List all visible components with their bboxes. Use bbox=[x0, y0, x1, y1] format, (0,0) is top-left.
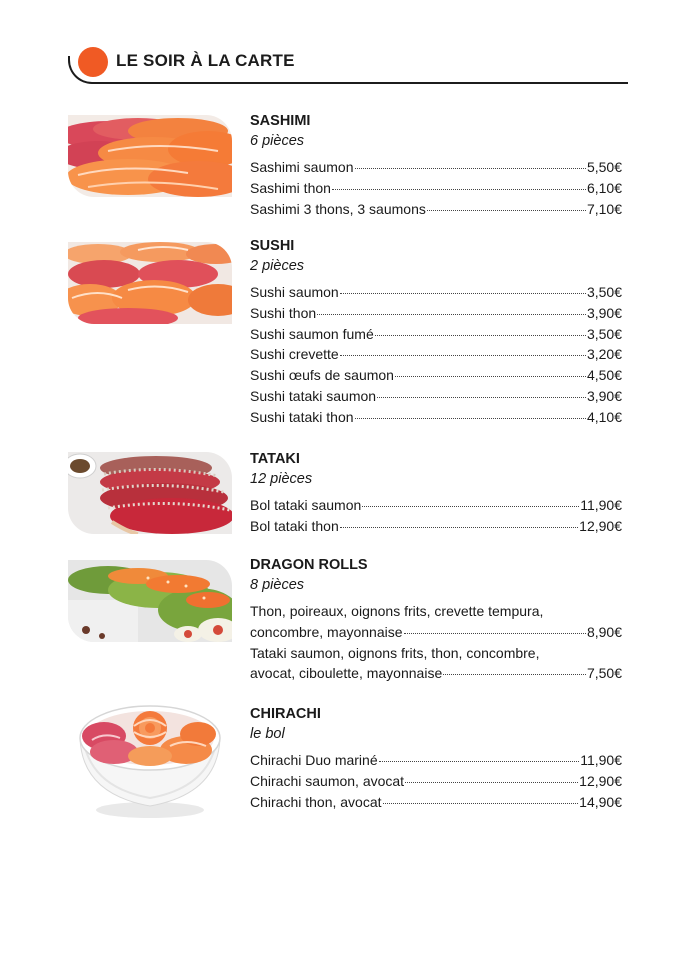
item-name: concombre, mayonnaise bbox=[250, 623, 403, 640]
item-name: Sushi saumon fumé bbox=[250, 325, 374, 342]
item-price: 7,50€ bbox=[586, 665, 622, 682]
dot-leader bbox=[340, 292, 586, 294]
item-name: Sashimi saumon bbox=[250, 159, 354, 175]
section-title: SUSHI bbox=[250, 238, 295, 254]
item-price: 14,90€ bbox=[579, 793, 622, 810]
section-subtitle: le bol bbox=[250, 726, 285, 742]
item-name: Chirachi Duo mariné bbox=[250, 752, 378, 768]
tuna-tataki-photo bbox=[68, 452, 232, 534]
nigiri-sushi-photo bbox=[68, 242, 232, 324]
menu-item bbox=[250, 365, 622, 386]
dot-leader bbox=[443, 673, 586, 675]
page-title: LE SOIR À LA CARTE bbox=[116, 51, 295, 70]
item-name: Sushi saumon bbox=[250, 284, 339, 300]
menu-item bbox=[250, 178, 622, 199]
section-content bbox=[250, 237, 622, 428]
menu-item bbox=[250, 157, 622, 178]
item-price: 11,90€ bbox=[580, 497, 622, 513]
item-name: Chirachi saumon, avocat bbox=[250, 772, 405, 789]
item-name: Sushi thon bbox=[250, 304, 317, 321]
item-name: Sushi crevette bbox=[250, 346, 339, 363]
dot-leader bbox=[405, 781, 578, 783]
item-price: 11,90€ bbox=[580, 752, 622, 768]
section-content bbox=[250, 112, 622, 219]
dot-leader bbox=[383, 802, 579, 804]
item-price: 3,90€ bbox=[586, 304, 622, 321]
item-price: 8,90€ bbox=[586, 623, 622, 640]
item-name: Sushi œufs de saumon bbox=[250, 367, 394, 384]
item-price: 4,10€ bbox=[586, 408, 622, 425]
section-content bbox=[250, 450, 622, 537]
item-price: 3,50€ bbox=[586, 325, 622, 342]
item-description: Tataki saumon, oignons frits, thon, concombre, bbox=[250, 644, 540, 661]
item-name: Bol tataki thon bbox=[250, 517, 339, 534]
section-title: SASHIMI bbox=[250, 113, 311, 129]
section-subtitle: 6 pièces bbox=[250, 133, 305, 149]
menu-item bbox=[250, 663, 622, 684]
section-content bbox=[250, 556, 622, 684]
dot-leader bbox=[395, 375, 586, 377]
menu-item bbox=[250, 495, 622, 516]
item-name: Sushi tataki thon bbox=[250, 408, 354, 425]
dot-leader bbox=[404, 632, 586, 634]
dot-leader bbox=[355, 417, 586, 419]
dot-leader bbox=[427, 209, 586, 211]
item-price: 3,20€ bbox=[586, 346, 622, 363]
item-name: Bol tataki saumon bbox=[250, 497, 362, 513]
item-description: Thon, poireaux, oignons frits, crevette tempura, bbox=[250, 603, 544, 619]
dot-leader bbox=[340, 354, 586, 356]
item-name: Chirachi thon, avocat bbox=[250, 793, 382, 810]
menu-header bbox=[68, 44, 628, 88]
menu-item bbox=[250, 516, 622, 537]
item-price: 6,10€ bbox=[586, 179, 622, 196]
section-title: DRAGON ROLLS bbox=[250, 557, 368, 573]
item-name: Sashimi thon bbox=[250, 179, 331, 196]
menu-item bbox=[250, 344, 622, 365]
item-price: 3,90€ bbox=[586, 387, 622, 404]
section-title: TATAKI bbox=[250, 451, 300, 467]
item-price: 3,50€ bbox=[586, 284, 622, 300]
menu-item bbox=[250, 199, 622, 220]
orange-dot-icon bbox=[78, 47, 108, 77]
item-price: 12,90€ bbox=[579, 772, 622, 789]
menu-item bbox=[250, 324, 622, 345]
menu-item bbox=[250, 407, 622, 428]
dragon-rolls-photo bbox=[68, 560, 232, 642]
dot-leader bbox=[355, 167, 586, 169]
section-subtitle: 8 pièces bbox=[250, 577, 305, 593]
section-content bbox=[250, 705, 622, 812]
item-name: Sashimi 3 thons, 3 saumons bbox=[250, 200, 426, 217]
menu-item bbox=[250, 386, 622, 407]
item-price: 7,10€ bbox=[586, 200, 622, 217]
item-name: avocat, ciboulette, mayonnaise bbox=[250, 665, 443, 682]
item-price: 5,50€ bbox=[586, 159, 622, 175]
dot-leader bbox=[332, 188, 586, 190]
dot-leader bbox=[340, 526, 578, 528]
menu-item bbox=[250, 303, 622, 324]
menu-item bbox=[250, 771, 622, 792]
item-name: Sushi tataki saumon bbox=[250, 387, 377, 404]
item-price: 12,90€ bbox=[579, 517, 622, 534]
chirashi-bowl-photo bbox=[74, 698, 226, 820]
dot-leader bbox=[379, 760, 580, 762]
menu-item bbox=[250, 750, 622, 771]
menu-item bbox=[250, 792, 622, 813]
dot-leader bbox=[375, 334, 586, 336]
section-title: CHIRACHI bbox=[250, 706, 321, 722]
dot-leader bbox=[377, 396, 586, 398]
dot-leader bbox=[317, 313, 586, 315]
section-subtitle: 12 pièces bbox=[250, 471, 313, 487]
menu-item bbox=[250, 622, 622, 643]
section-subtitle: 2 pièces bbox=[250, 258, 305, 274]
salmon-sashimi-photo bbox=[68, 115, 232, 197]
dot-leader bbox=[362, 505, 579, 507]
item-price: 4,50€ bbox=[586, 367, 622, 384]
menu-item bbox=[250, 282, 622, 303]
